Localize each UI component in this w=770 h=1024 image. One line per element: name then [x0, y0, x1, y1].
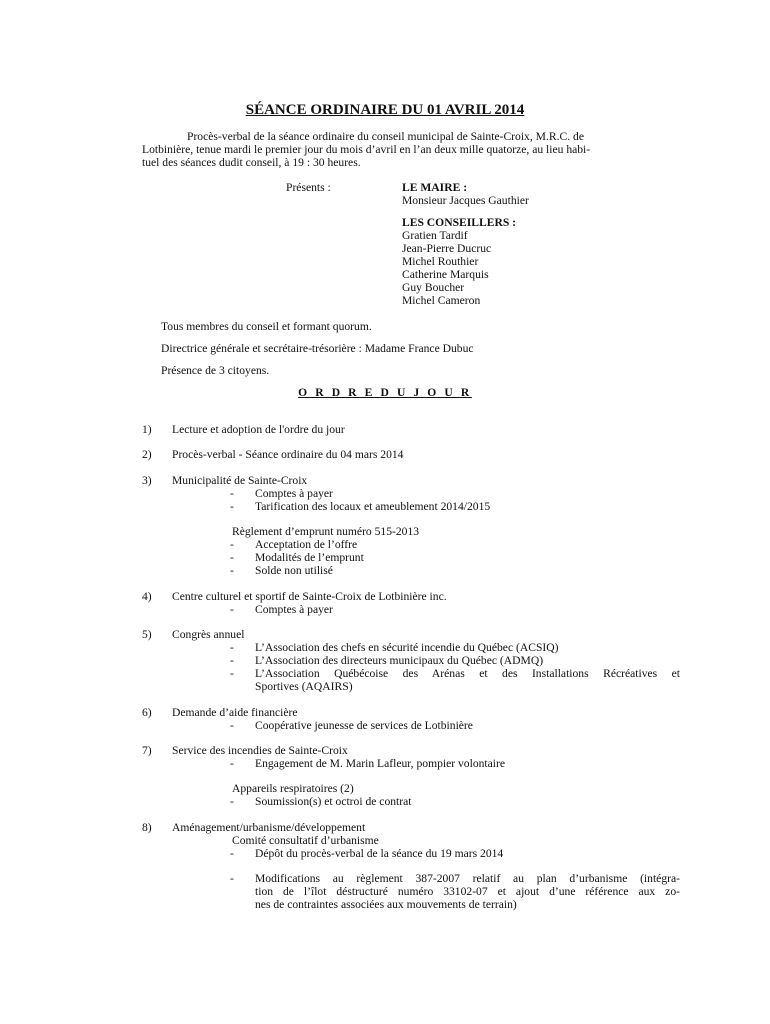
item-text: Municipalité de Sainte-Croix — [172, 474, 308, 487]
item-text: Service des incendies de Sainte-Croix — [172, 744, 348, 757]
intro-line: tuel des séances dudit conseil, à 19 : 30 heures. — [142, 156, 361, 169]
councillors-heading: LES CONSEILLERS : — [402, 216, 517, 229]
quorum-line: Tous membres du conseil et formant quorum. — [161, 320, 372, 333]
document-page: SÉANCE ORDINAIRE DU 01 AVRIL 2014 Procès-verbal de la séance ordinaire du conseil municipal de Sainte-Croix, M.R.C. de Lotbinière, tenue mardi le premier jour du mois d’avril en l’an deux mille quatorze, au lieu habi- tuel des séances dudit conseil, à 19 : 30 heures. Présents : LE MAIRE : Monsieur Jacques Gauthier LES CONSEILLERS : Gratien Tardif Jean-Pierre Ducruc Michel Routhier Catherine Marquis Guy Boucher Michel Cameron Tous membres du conseil et formant quorum. Directrice générale et secrétaire-trésorière : Madame France Dubuc Présence de 3 citoyens. O R D R E D U J O U R 1) Lecture et adoption de l'ordre du jour 2) Procès-verbal - Séance ordinaire du 04 mars 2014 3) Municipalité de Sainte-Croix - Comptes à payer - Tarification des locaux et ameublement 2014/2015 Règlement d’emprunt numéro 515-2013 - Acceptation de l’offre - Modalités de l’emprunt - Solde non utilisé 4) Centre culturel et sportif de Sainte-Croix de Lotbinière inc. - Comptes à payer 5) Congrès annuel - L’Association des chefs en sécurité incendie du Québec (ACSIQ) - L’Association des directeurs municipaux du Québec (ADMQ) - L’Association Québécoise des Arénas et des Installations Récréatives et Sportives (AQAIRS) 6) Demande d’aide financière - Coopérative jeunesse de services de Lotbinière 7) Service des incendies de Sainte-Croix - Engagement de M. Marin Lafleur, pompier volontaire Appareils respiratoires (2) - Soumission(s) et octroi de contrat 8) Aménagement/urbanisme/développement Comité consultatif d’urbanisme - Dépôt du procès-verbal de la séance du 19 mars 2014 - Modifications au règlement 387-2007 relatif au plan d’urbanisme (intégra- tion de l’îlot déstructuré numéro 33102-07 et ajout d’une référence aux zo- nes de contraintes associées aux mouvements de terrain) — [0, 0, 770, 1024]
intro-line: Procès-verbal de la séance ordinaire du conseil municipal de Sainte-Croix, M.R.C. de — [187, 130, 584, 143]
mayor-block — [402, 181, 529, 207]
sub-heading: Appareils respiratoires (2) — [232, 782, 354, 795]
councillor-name: Michel Routhier — [402, 255, 479, 268]
citizens-line: Présence de 3 citoyens. — [161, 364, 270, 377]
mayor-name: Monsieur Jacques Gauthier — [402, 194, 529, 207]
item-text: Aménagement/urbanisme/développement — [172, 821, 366, 834]
councillors-block — [402, 216, 516, 307]
sub-item-text: L’Association Québécoise des Arénas et des Installations Récréatives et Sportives (AQAIRS) — [255, 667, 680, 693]
mayor-heading: LE MAIRE : — [402, 181, 468, 194]
councillor-name: Catherine Marquis — [402, 268, 489, 281]
sub-heading: Règlement d’emprunt numéro 515-2013 — [232, 525, 420, 538]
sub-item-text: Modifications au règlement 387-2007 relatif au plan d’urbanisme (intégra- tion de l’îlot déstructuré numéro 33102-07 et ajout d’une référence aux zo- nes de contraintes associées aux mouvements de terrain) — [255, 872, 680, 911]
item-text: Centre culturel et sportif de Sainte-Croix de Lotbinière inc. — [172, 590, 447, 603]
item-text: Demande d’aide financière — [172, 706, 298, 719]
sub-heading: Comité consultatif d’urbanisme — [232, 834, 379, 847]
item-number: 1) — [142, 423, 152, 436]
intro-paragraph — [142, 130, 680, 169]
councillor-name: Michel Cameron — [402, 294, 481, 307]
item-text: Lecture et adoption de l'ordre du jour — [172, 423, 345, 436]
agenda-heading: O R D R E D U J O U R — [298, 386, 472, 399]
item-text: Congrès annuel — [172, 628, 245, 641]
item-number: 2) — [142, 448, 152, 461]
director-line: Directrice générale et secrétaire-trésorière : Madame France Dubuc — [161, 342, 474, 355]
document-title: SÉANCE ORDINAIRE DU 01 AVRIL 2014 — [245, 102, 525, 118]
intro-line: Lotbinière, tenue mardi le premier jour du mois d’avril en l’an deux mille quatorze, au lieu habi- — [142, 143, 591, 156]
councillor-name: Gratien Tardif — [402, 229, 468, 242]
item-number: 3) — [142, 474, 152, 487]
item-number: 7) — [142, 744, 152, 757]
item-number: 6) — [142, 706, 152, 719]
item-text: Procès-verbal - Séance ordinaire du 04 mars 2014 — [172, 448, 404, 461]
councillor-name: Guy Boucher — [402, 281, 465, 294]
item-number: 5) — [142, 628, 152, 641]
item-number: 4) — [142, 590, 152, 603]
councillor-name: Jean-Pierre Ducruc — [402, 242, 492, 255]
item-number: 8) — [142, 821, 152, 834]
presents-label: Présents : — [286, 181, 331, 194]
